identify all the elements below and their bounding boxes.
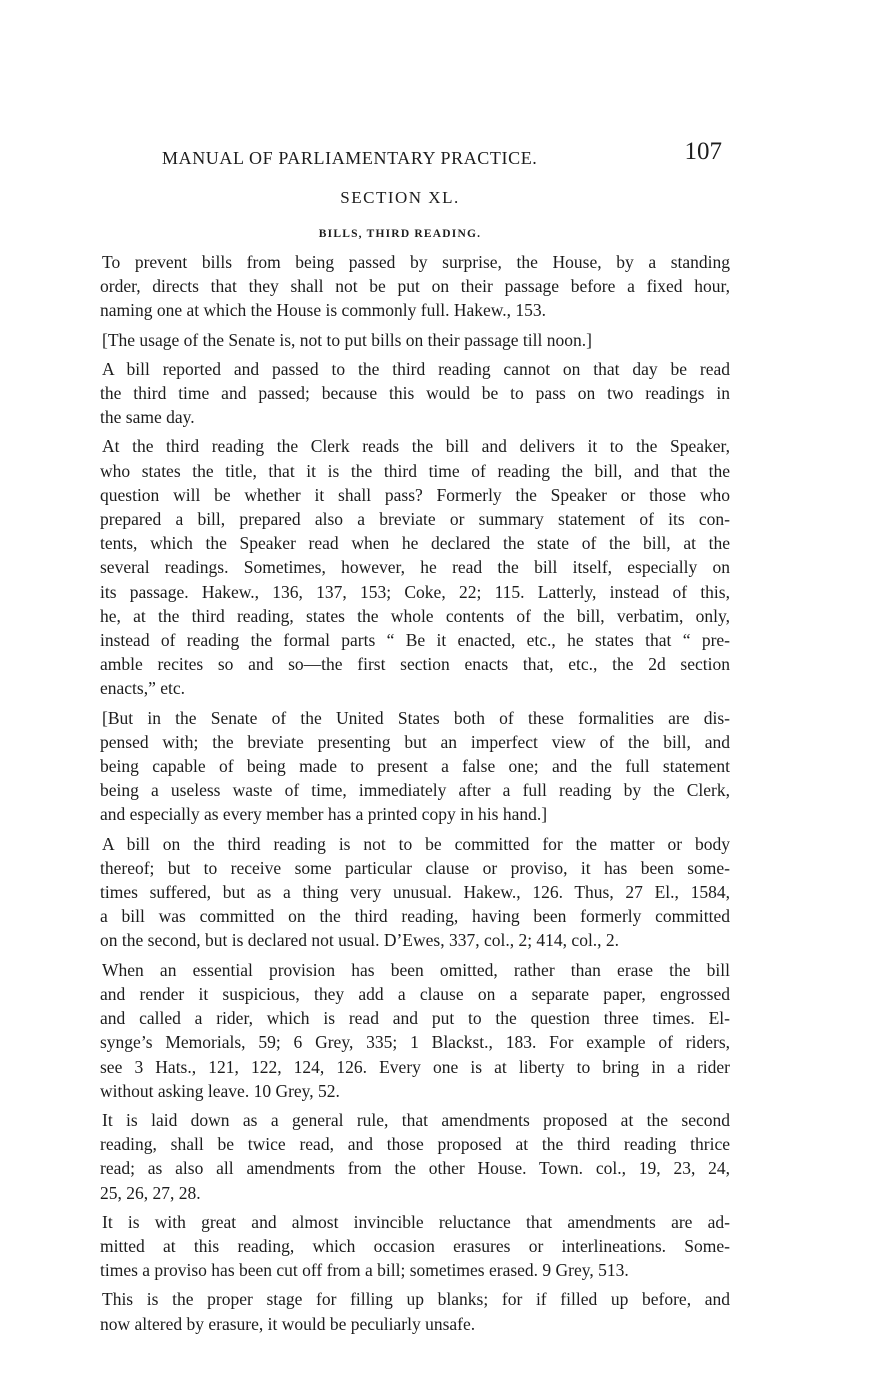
text-line: times suffered, but as a thing very unusual. Hakew., 126. Thus, 27 El., 1584, — [100, 882, 730, 903]
text-line: its passage. Hakew., 136, 137, 153; Coke, 22; 115. Latterly, instead of this, — [100, 581, 730, 602]
text-line: instead of reading the formal parts “ Be it enacted, etc., he states that “ pre- — [100, 630, 730, 651]
text-line: pensed with; the breviate presenting but an imperfect view of the bill, and — [100, 731, 730, 752]
section-title: SECTION XL. — [340, 188, 460, 207]
text-line: reading, shall be twice read, and those proposed at the third reading thrice — [100, 1134, 730, 1155]
paragraph — [100, 434, 730, 700]
text-line: tents, which the Speaker read when he declared the state of the bill, at the — [100, 533, 730, 554]
text-line: being capable of being made to present a false one; and the full statement — [100, 756, 730, 777]
text-line: the third time and passed; because this would be to pass on two readings in — [100, 383, 730, 404]
text-line: read; as also all amendments from the other House. Town. col., 19, 23, 24, — [100, 1158, 730, 1179]
text-line: This is the proper stage for filling up blanks; for if filled up before, and — [102, 1289, 730, 1310]
text-line: prepared a bill, prepared also a breviate or summary statement of its con- — [100, 509, 730, 530]
text-line: At the third reading the Clerk reads the bill and delivers it to the Speaker, — [102, 436, 730, 457]
text-line: being a useless waste of time, immediately after a full reading by the Clerk, — [100, 780, 730, 801]
text-line: who states the title, that it is the third time of reading the bill, and that the — [100, 460, 730, 481]
text-line: A bill on the third reading is not to be committed for the matter or body — [102, 833, 730, 854]
paragraph — [100, 357, 730, 430]
text-line: It is with great and almost invincible reluctance that amendments are ad- — [102, 1211, 730, 1232]
paragraph — [100, 958, 730, 1103]
text-line: see 3 Hats., 121, 122, 124, 126. Every one is at liberty to bring in a rider — [100, 1056, 730, 1077]
text-line: naming one at which the House is commonly full. Hakew., 153. — [100, 300, 547, 321]
paragraph — [100, 250, 730, 323]
text-line: mitted at this reading, which occasion erasures or interlineations. Some- — [100, 1235, 730, 1256]
page-number: 107 — [684, 138, 722, 165]
text-line: synge’s Memorials, 59; 6 Grey, 335; 1 Blackst., 183. For example of riders, — [100, 1032, 730, 1053]
text-line: When an essential provision has been omitted, rather than erase the bill — [102, 959, 730, 980]
page-header — [150, 138, 730, 174]
text-line: without asking leave. 10 Grey, 52. — [100, 1080, 340, 1101]
text-line: 25, 26, 27, 28. — [100, 1182, 201, 1203]
text-line: and called a rider, which is read and put to the question three times. El- — [100, 1008, 730, 1029]
text-line: a bill was committed on the third reading, having been formerly committed — [100, 906, 730, 927]
text-line: order, directs that they shall not be put on their passage before a fixed hour, — [100, 276, 730, 297]
section-subtitle: BILLS, THIRD READING. — [318, 228, 482, 240]
text-line: on the second, but is declared not usual. D’Ewes, 337, col., 2; 414, col., 2. — [100, 930, 620, 951]
text-line: question will be whether it shall pass? Formerly the Speaker or those who — [100, 484, 730, 505]
paragraph — [100, 328, 730, 352]
text-line: It is laid down as a general rule, that amendments proposed at the second — [102, 1109, 730, 1130]
text-line: the same day. — [100, 407, 195, 428]
paragraph — [100, 706, 730, 827]
text-line: [The usage of the Senate is, not to put bills on their passage till noon.] — [102, 329, 592, 350]
body-text — [100, 250, 730, 1341]
text-line: several readings. Sometimes, however, he read the bill itself, especially on — [100, 557, 730, 578]
paragraph — [100, 1210, 730, 1283]
text-line: now altered by erasure, it would be peculiarly unsafe. — [100, 1313, 476, 1334]
text-line: times a proviso has been cut off from a bill; sometimes erased. 9 Grey, 513. — [100, 1260, 629, 1281]
text-line: amble recites so and so—the first section enacts that, etc., the 2d section — [100, 654, 730, 675]
text-line: he, at the third reading, states the whole contents of the bill, verbatim, only, — [100, 605, 730, 626]
running-head: MANUAL OF PARLIAMENTARY PRACTICE. — [162, 148, 538, 168]
text-line: and render it suspicious, they add a clause on a separate paper, engrossed — [100, 983, 730, 1004]
paragraph — [100, 832, 730, 953]
text-line: [But in the Senate of the United States both of these formalities are dis- — [102, 707, 730, 728]
text-line: thereof; but to receive some particular clause or proviso, it has been some- — [100, 857, 730, 878]
text-line: A bill reported and passed to the third reading cannot on that day be read — [102, 358, 730, 379]
text-line: To prevent bills from being passed by surprise, the House, by a standing — [102, 252, 730, 272]
text-line: enacts,” etc. — [100, 678, 186, 699]
text-line: and especially as every member has a printed copy in his hand.] — [100, 804, 548, 825]
paragraph — [100, 1108, 730, 1205]
paragraph — [100, 1287, 730, 1335]
